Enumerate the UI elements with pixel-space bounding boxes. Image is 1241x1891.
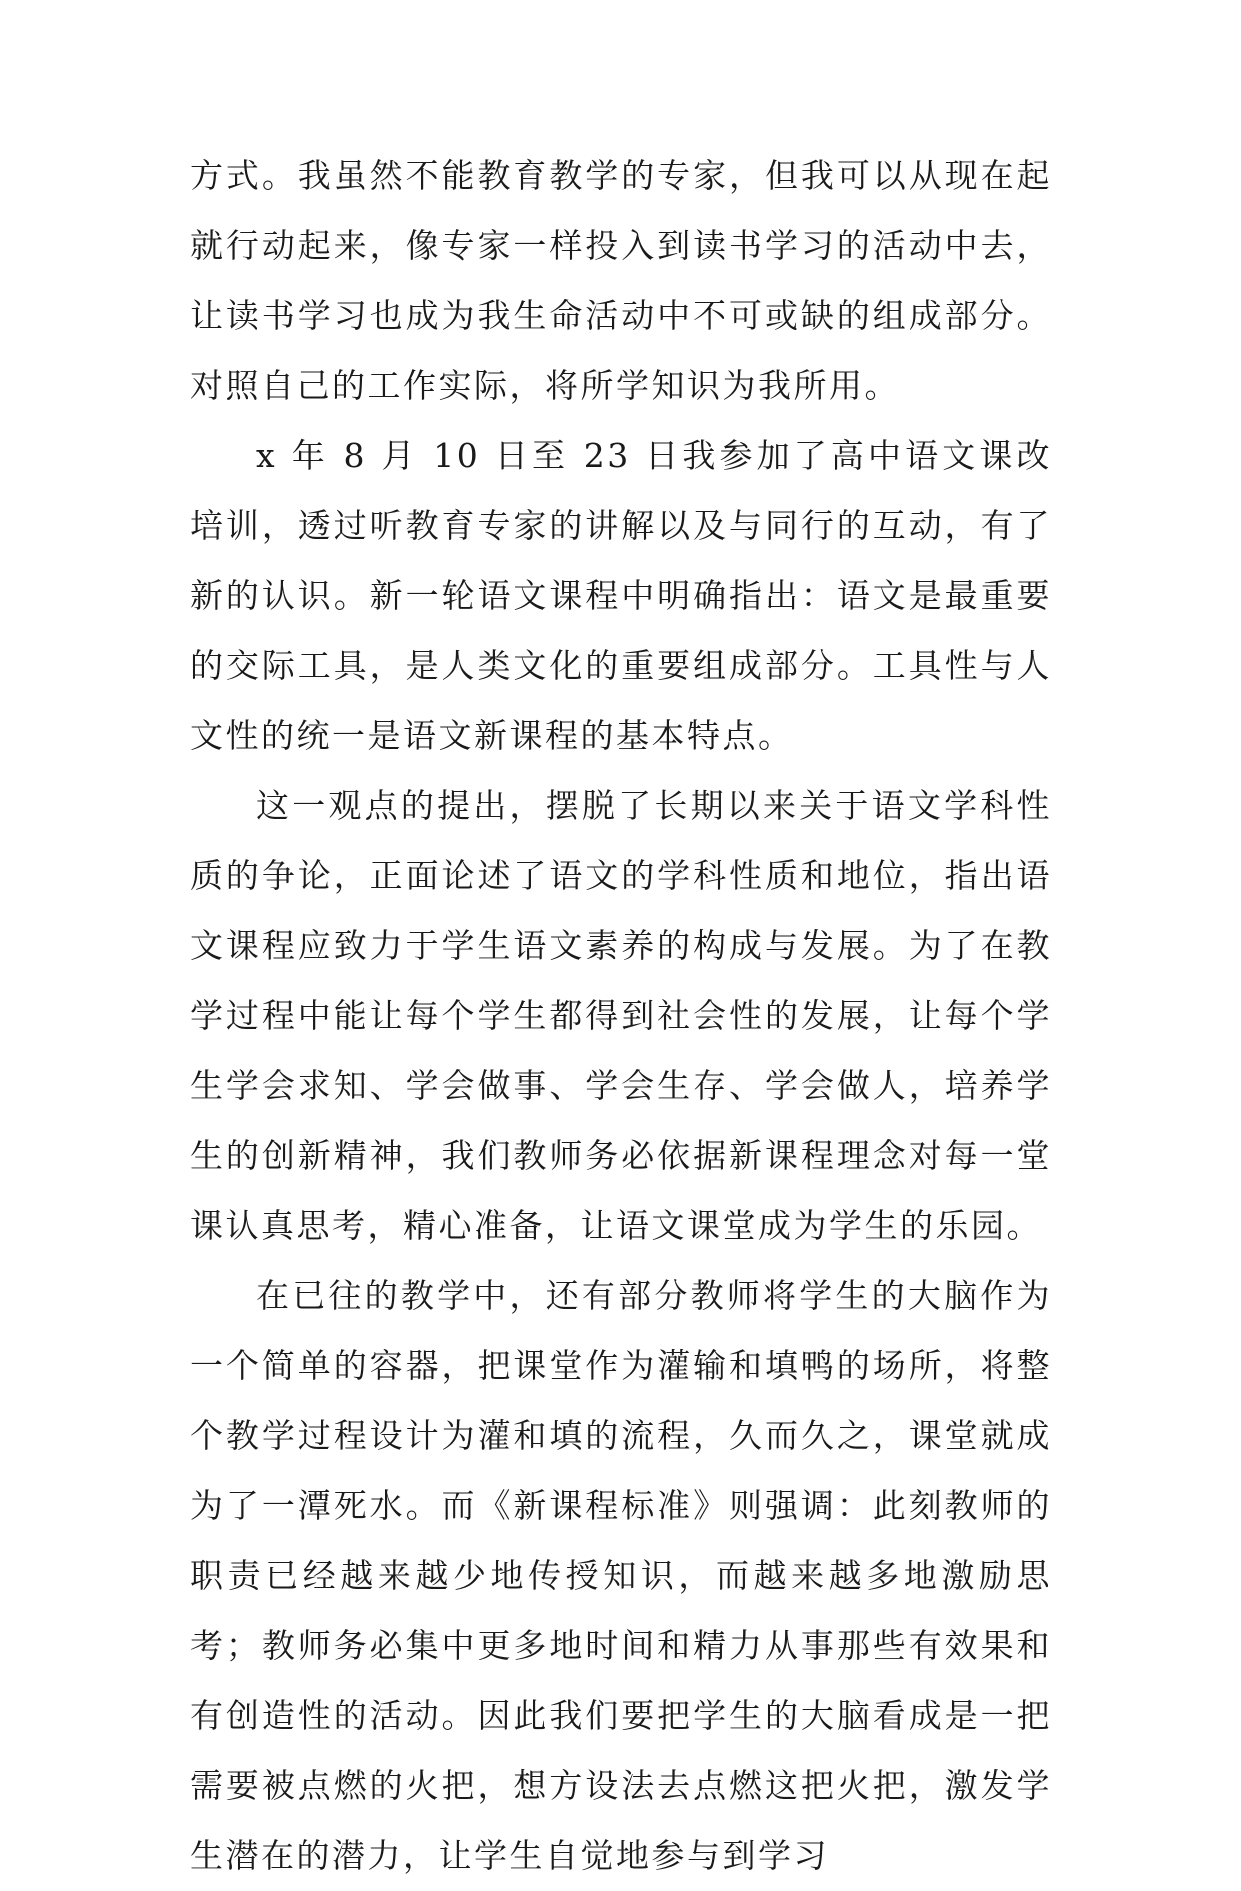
paragraph-2: x 年 8 月 10 日至 23 日我参加了高中语文课改培训，透过听教育专家的讲解以及与同行的互动，有了新的认识。新一轮语文课程中明确指出：语文是最重要的交际工具，是人类文化的重要组成部分。工具性与人文性的统一是语文新课程的基本特点。 <box>190 436 1052 755</box>
paragraph-1: 方式。我虽然不能教育教学的专家，但我可以从现在起就行动起来，像专家一样投入到读书学习的活动中去，让读书学习也成为我生命活动中不可或缺的组成部分。对照自己的工作实际，将所学知识为我所用。 <box>190 156 1052 405</box>
body-text <box>190 141 1052 1891</box>
paragraph-4: 在已往的教学中，还有部分教师将学生的大脑作为一个简单的容器，把课堂作为灌输和填鸭的场所，将整个教学过程设计为灌和填的流程，久而久之，课堂就成为了一潭死水。而《新课程标准》则强调：此刻教师的职责已经越来越少地传授知识，而越来越多地激励思考；教师务必集中更多地时间和精力从事那些有效果和有创造性的活动。因此我们要把学生的大脑看成是一把需要被点燃的火把，想方设法去点燃这把火把，激发学生潜在的潜力，让学生自觉地参与到学习 <box>190 1276 1052 1875</box>
paragraph-3: 这一观点的提出，摆脱了长期以来关于语文学科性质的争论，正面论述了语文的学科性质和地位，指出语文课程应致力于学生语文素养的构成与发展。为了在教学过程中能让每个学生都得到社会性的发展，让每个学生学会求知、学会做事、学会生存、学会做人，培养学生的创新精神，我们教师务必依据新课程理念对每一堂课认真思考，精心准备，让语文课堂成为学生的乐园。 <box>190 786 1052 1245</box>
